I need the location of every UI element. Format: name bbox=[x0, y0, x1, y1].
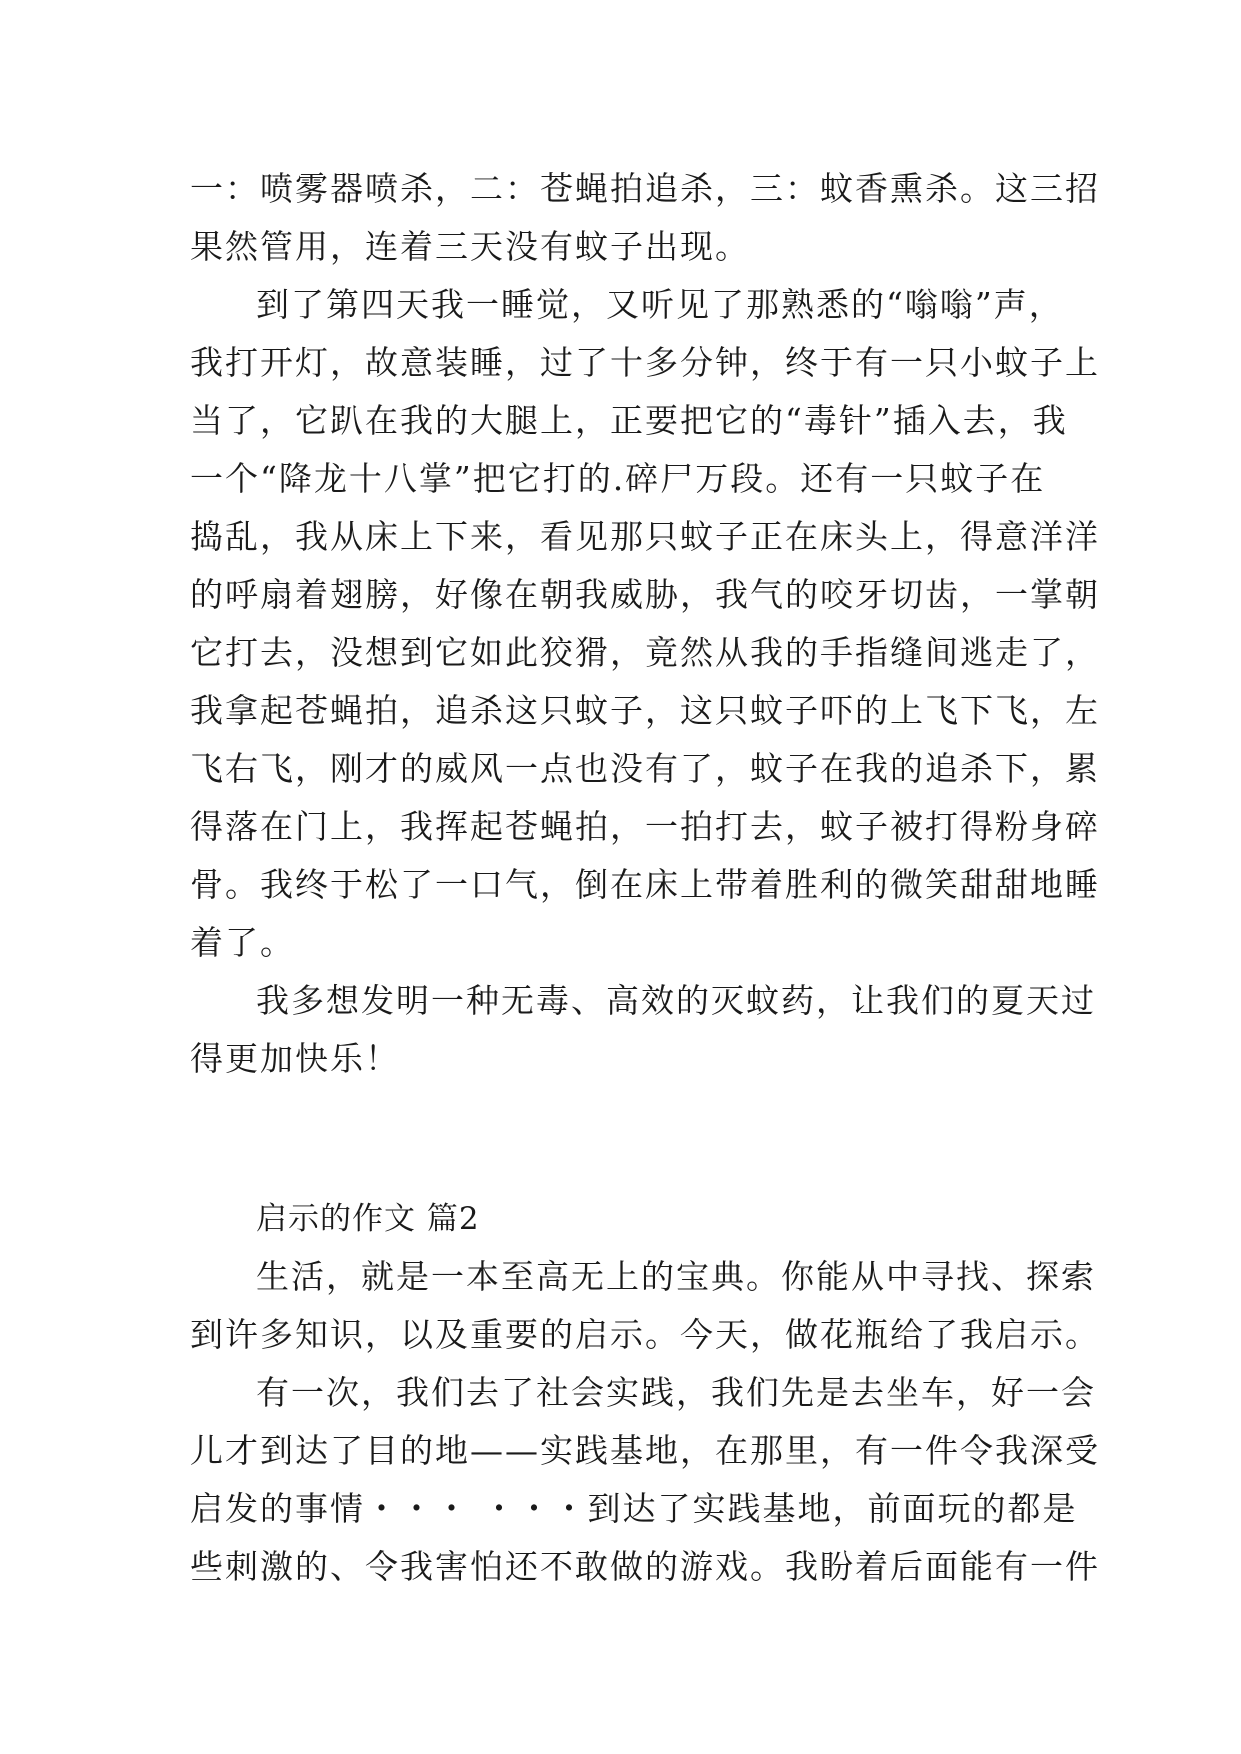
text-line: 儿才到达了目的地——实践基地，在那里，有一件令我深受 bbox=[190, 1431, 1100, 1470]
text-line: 的呼扇着翅膀，好像在朝我威胁，我气的咬牙切齿，一掌朝 bbox=[190, 575, 1100, 614]
text-line: 当了，它趴在我的大腿上，正要把它的“毒针”插入去，我 bbox=[190, 401, 1068, 440]
paragraph-first-line: 到了第四天我一睡觉，又听见了那熟悉的“嗡嗡”声， bbox=[256, 285, 1064, 324]
section-gap bbox=[190, 1088, 1070, 1190]
text-line: 启发的事情・・・ ・・・到达了实践基地，前面玩的都是 bbox=[190, 1489, 1078, 1528]
text-line: 一个“降龙十八掌”把它打的.碎尸万段。还有一只蚊子在 bbox=[190, 459, 1046, 498]
text-line: 它打去，没想到它如此狡猾，竟然从我的手指缝间逃走了， bbox=[190, 633, 1100, 672]
text-line: 得更加快乐！ bbox=[190, 1039, 400, 1078]
text-line: 一：喷雾器喷杀，二：苍蝇拍追杀，三：蚊香熏杀。这三招 bbox=[190, 169, 1100, 208]
text-line: 得落在门上，我挥起苍蝇拍，一拍打去，蚊子被打得粉身碎 bbox=[190, 807, 1100, 846]
text-line: 到许多知识，以及重要的启示。今天，做花瓶给了我启示。 bbox=[190, 1315, 1100, 1354]
text-line: 我打开灯，故意装睡，过了十多分钟，终于有一只小蚊子上 bbox=[190, 343, 1100, 382]
text-line: 捣乱，我从床上下来，看见那只蚊子正在床头上，得意洋洋 bbox=[190, 517, 1100, 556]
text-line: 着了。 bbox=[190, 923, 295, 962]
text-line: 果然管用，连着三天没有蚊子出现。 bbox=[190, 227, 750, 266]
paragraph-first-line: 我多想发明一种无毒、高效的灭蚊药，让我们的夏天过 bbox=[256, 981, 1096, 1020]
section-heading: 启示的作文 篇2 bbox=[256, 1201, 480, 1237]
paragraph-first-line: 生活，就是一本至高无上的宝典。你能从中寻找、探索 bbox=[256, 1257, 1096, 1296]
paragraph-first-line: 有一次，我们去了社会实践，我们先是去坐车，好一会 bbox=[256, 1373, 1096, 1412]
text-line: 骨。我终于松了一口气，倒在床上带着胜利的微笑甜甜地睡 bbox=[190, 865, 1100, 904]
text-line: 飞右飞，刚才的威风一点也没有了，蚊子在我的追杀下，累 bbox=[190, 749, 1100, 788]
text-line: 我拿起苍蝇拍，追杀这只蚊子，这只蚊子吓的上飞下飞，左 bbox=[190, 691, 1100, 730]
document-page bbox=[190, 160, 1100, 1596]
text-line: 些刺激的、令我害怕还不敢做的游戏。我盼着后面能有一件 bbox=[190, 1547, 1100, 1586]
